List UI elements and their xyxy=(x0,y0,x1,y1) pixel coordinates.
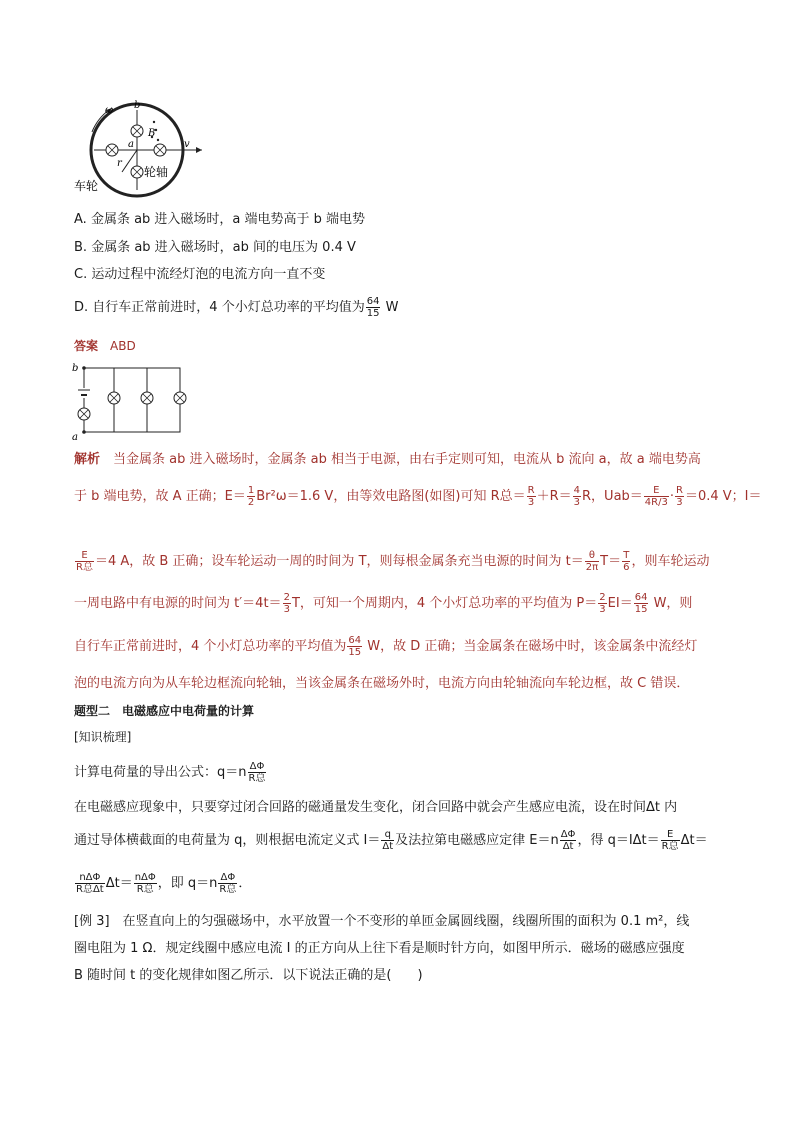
option-b: B. 金属条 ab 进入磁场时，ab 间的电压为 0.4 V xyxy=(74,240,356,255)
circuit-a-label: a xyxy=(72,432,78,442)
option-a: A. 金属条 ab 进入磁场时，a 端电势高于 b 端电势 xyxy=(74,212,366,227)
example-line-2: 圈电阻为 1 Ω．规定线圈中感应电流 I 的正方向从上往下看是顺时针方向，如图甲所示．磁场的磁感应强度 xyxy=(74,941,685,956)
wheel-label: 车轮 xyxy=(74,179,99,193)
formula-intro: 计算电荷量的导出公式：q＝n $\frac{\Delta\Phi}{\text{R总}}$ xyxy=(74,761,266,784)
omega-label: ω xyxy=(105,105,114,116)
section-p3: $\frac{\text{nΔΦ}}{\text{R总Δt}}$ Δt＝ $\frac{\text{nΔΦ}}{\text{R总}}$ ，即 q＝n $\frac{\Delta\Phi}{\text{R总}}$ ． xyxy=(76,872,252,895)
circuit-figure xyxy=(70,358,190,442)
a-label: a xyxy=(128,139,134,150)
option-c: C. 运动过程中流经灯泡的电流方向一直不变 xyxy=(74,267,326,282)
axle-label: 轮轴 xyxy=(144,165,169,179)
example-line-3: B 随时间 t 的变化规律如图乙所示．以下说法正确的是( ) xyxy=(74,968,423,983)
v-label: v xyxy=(184,139,190,150)
circuit-b-label: b xyxy=(72,363,79,374)
option-d: D. 自行车正常前进时，4 个小灯总功率的平均值为 $\frac{64}{15}$ W xyxy=(74,296,399,319)
section-p1: 在电磁感应现象中，只要穿过闭合回路的磁通量发生变化，闭合回路中就会产生感应电流，设在时间Δt 内 xyxy=(74,800,678,815)
answer-line: 答案 ABD xyxy=(74,339,136,353)
b-label: b xyxy=(134,100,141,111)
r-label: r xyxy=(117,158,122,169)
knowledge-heading: [知识梳理] xyxy=(74,730,132,744)
B-label: B xyxy=(148,128,156,139)
wheel-figure xyxy=(72,100,212,200)
section-p2: 通过导体横截面的电荷量为 q，则根据电流定义式 I＝ $\frac{q}{\Delta t}$ 及法拉第电磁感应定律 E＝n $\frac{\Delta\Phi}{\Delta t}$ ，得 q＝IΔt＝ $\frac{E}{\text{R总}}$ Δt＝ xyxy=(74,829,708,852)
example-line-1: [例 3] 在竖直向上的匀强磁场中，水平放置一个不变形的单匝金属圆线圈，线圈所围的面积为 0.1 m²，线 xyxy=(74,914,690,929)
section-title: 题型二 电磁感应中电荷量的计算 xyxy=(74,704,255,718)
